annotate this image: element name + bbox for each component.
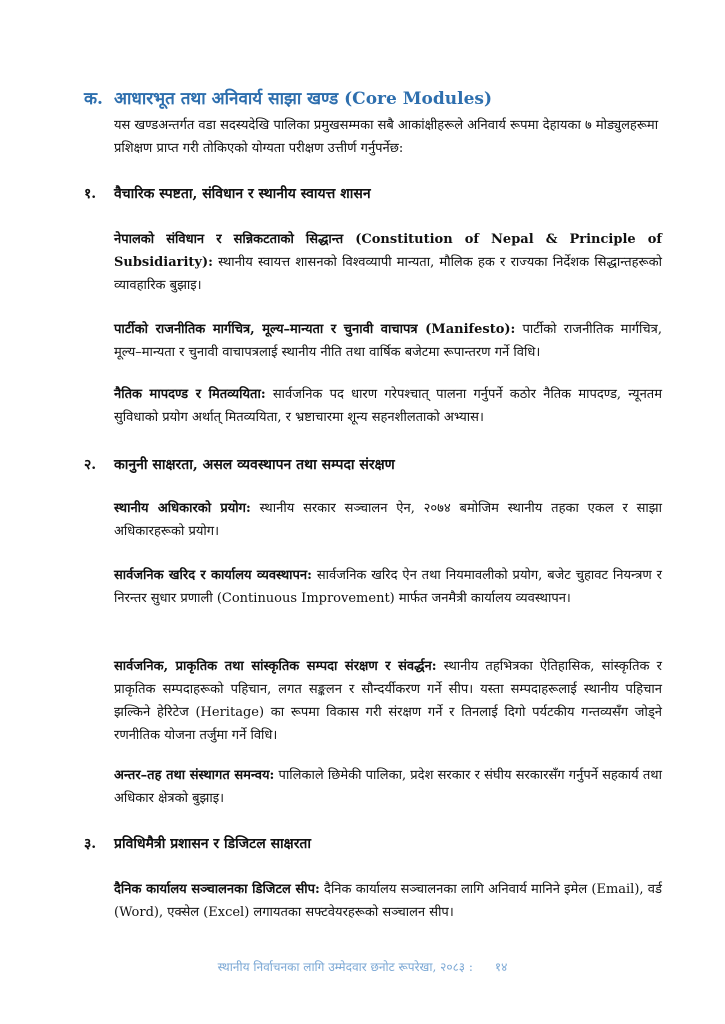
item-text: दैनिक कार्यालय सञ्चालनका लागि अनिवार्य मानिने इमेल (Email), वर्ड (Word), एक्सेल (Excel) लगायतका सफ्टवेयरहरूको सञ्चालन सीप। [114, 882, 662, 920]
item-text: स्थानीय स्वायत्त शासनको विश्वव्यापी मान्यता, मौलिक हक र राज्यका निर्देशक सिद्धान्तहरूको व्यावहारिक बुझाइ। [114, 255, 662, 293]
module-title: प्रविधिमैत्री प्रशासन र डिजिटल साक्षरता [114, 836, 312, 852]
item-text: सार्वजनिक पद धारण गरेपश्चात् पालना गर्नुपर्ने कठोर नैतिक मापदण्ड, न्यूनतम सुविधाको प्रयोग अर्थात् मितव्ययिता, र भ्रष्टाचारमा शून्य सहनशीलताको अभ्यास। [114, 387, 662, 425]
item-label: स्थानीय अधिकारको प्रयोग: [114, 501, 251, 516]
module-number: २. [84, 457, 97, 473]
item-text: सार्वजनिक खरिद ऐन तथा नियमावलीको प्रयोग, बजेट चुहावट नियन्त्रण र निरन्तर सुधार प्रणाली (Continuous Improvement) मार्फत जनमैत्री कार्यालय व्यवस्थापन। [114, 568, 662, 606]
item-text: स्थानीय तहभित्रका ऐतिहासिक, सांस्कृतिक र प्राकृतिक सम्पदाहरूको पहिचान, लगत सङ्कलन र सौन्दर्यीकरण गर्ने सीप। यस्ता सम्पदाहरूलाई स्थानीय पहिचान झल्किने हेरिटेज (Heritage) का रूपमा विकास गरी संरक्षण गर्ने र तिनलाई दिगो पर्यटकीय गन्तव्यसँग जोड्ने रणनीतिक योजना तर्जुमा गर्ने विधि। [114, 659, 662, 743]
module-title: वैचारिक स्पष्टता, संविधान र स्थानीय स्वायत्त शासन [114, 186, 371, 202]
footer-text: स्थानीय निर्वाचनका लागि उम्मेदवार छनोट रूपरेखा, २०८३ : [217, 960, 473, 974]
page-footer [0, 958, 725, 975]
module-heading [84, 184, 684, 203]
module-number: १. [84, 186, 97, 202]
module-item [114, 383, 662, 429]
item-text: पालिकाले छिमेकी पालिका, प्रदेश सरकार र संघीय सरकारसँग गर्नुपर्ने सहकार्य तथा अधिकार क्षेत्रको बुझाइ। [114, 768, 662, 806]
item-label: अन्तर–तह तथा संस्थागत समन्वय: [114, 768, 275, 783]
item-label: नेपालको संविधान र सन्निकटताको सिद्धान्त (Constitution of Nepal & Principle of Subsidiarity): [114, 232, 662, 270]
module-heading [84, 834, 684, 853]
item-text: स्थानीय सरकार सञ्चालन ऐन, २०७४ बमोजिम स्थानीय तहका एकल र साझा अधिकारहरूको प्रयोग। [114, 501, 662, 539]
module-number: ३. [84, 836, 97, 852]
section-title [84, 86, 684, 109]
module-heading [84, 455, 684, 474]
item-text: पार्टीको राजनीतिक मार्गचित्र, मूल्य–मान्यता र चुनावी वाचापत्रलाई स्थानीय नीति तथा वार्षिक बजेटमा रूपान्तरण गर्ने विधि। [114, 322, 662, 360]
item-label: पार्टीको राजनीतिक मार्गचित्र, मूल्य–मान्यता र चुनावी वाचापत्र (Manifesto): [114, 322, 516, 337]
module-item [114, 228, 662, 297]
section-intro: यस खण्डअन्तर्गत वडा सदस्यदेखि पालिका प्रमुखसम्मका सबै आकांक्षीहरूले अनिवार्य रूपमा देहायका ७ मोड्युलहरूमा प्रशिक्षण प्राप्त गरी तोकिएको योग्यता परीक्षण उत्तीर्ण गर्नुपर्नेछ: [114, 118, 659, 156]
module-item [114, 564, 662, 610]
item-label: दैनिक कार्यालय सञ्चालनका डिजिटल सीप: [114, 882, 320, 897]
module-item [114, 497, 662, 543]
module-item [114, 318, 662, 364]
section-title-text: आधारभूत तथा अनिवार्य साझा खण्ड (Core Modules) [114, 89, 493, 109]
module-title: कानुनी साक्षरता, असल व्यवस्थापन तथा सम्पदा संरक्षण [114, 457, 395, 473]
item-label: नैतिक मापदण्ड र मितव्ययिता: [114, 387, 266, 402]
item-label: सार्वजनिक खरिद र कार्यालय व्यवस्थापन: [114, 568, 312, 583]
module-item [114, 655, 662, 747]
page-number: १४ [494, 960, 508, 974]
module-item [114, 878, 662, 924]
module-item [114, 764, 662, 810]
section-marker: क. [84, 89, 103, 109]
item-label: सार्वजनिक, प्राकृतिक तथा सांस्कृतिक सम्पदा संरक्षण र संवर्द्धन: [114, 659, 437, 674]
